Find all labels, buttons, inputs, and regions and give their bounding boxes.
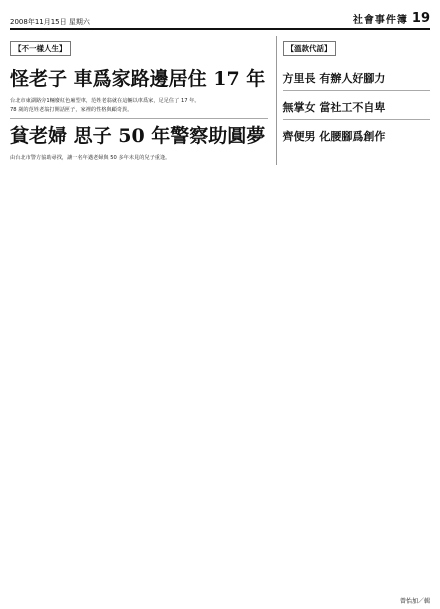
- article-2-body: [10, 155, 268, 162]
- page-header: [10, 6, 430, 30]
- divider: [10, 118, 268, 119]
- article-1-paragraph: 台北市東湖路旁1輛廢紅色廂型車，范姓老翁就在這輛以車爲家，足足住了 17 年。: [10, 98, 200, 104]
- article-columns: [10, 36, 430, 165]
- divider: [283, 119, 430, 120]
- issue-date: 2008年11月15日 星期六: [10, 18, 90, 26]
- headline-2: 貧老婦 思子 50 年警察助圓夢: [10, 125, 266, 148]
- right-heading-1: 方里長 有辦人好腳力: [282, 72, 386, 85]
- left-column-label: 【不一樣人生】: [10, 41, 71, 56]
- left-column: [10, 36, 268, 165]
- article-1-body: [10, 98, 268, 114]
- article-2-paragraph: 由台北市警方協助尋找，讓一名年邁老婦與 50 多年未見的兒子重逢。: [10, 155, 171, 162]
- section-name: 社會事件簿: [352, 15, 408, 26]
- byline: 曾怡加／輯: [399, 598, 430, 605]
- divider: [283, 90, 430, 91]
- page-number: 19: [411, 11, 430, 26]
- right-heading-2: 無掌女 當社工不自卑: [282, 101, 386, 114]
- section-header: [353, 11, 430, 26]
- article-1-paragraph: 78 歲的范姓老翁打開話匣子，家裡的性格與顧奇異。: [10, 107, 133, 114]
- right-column: [276, 36, 430, 165]
- headline-1: 怪老子 車爲家路邊居住 17 年: [10, 68, 266, 90]
- right-heading-3: 齊便男 化腰腳爲創作: [282, 130, 386, 143]
- right-column-label: 【溫款代話】: [283, 41, 336, 56]
